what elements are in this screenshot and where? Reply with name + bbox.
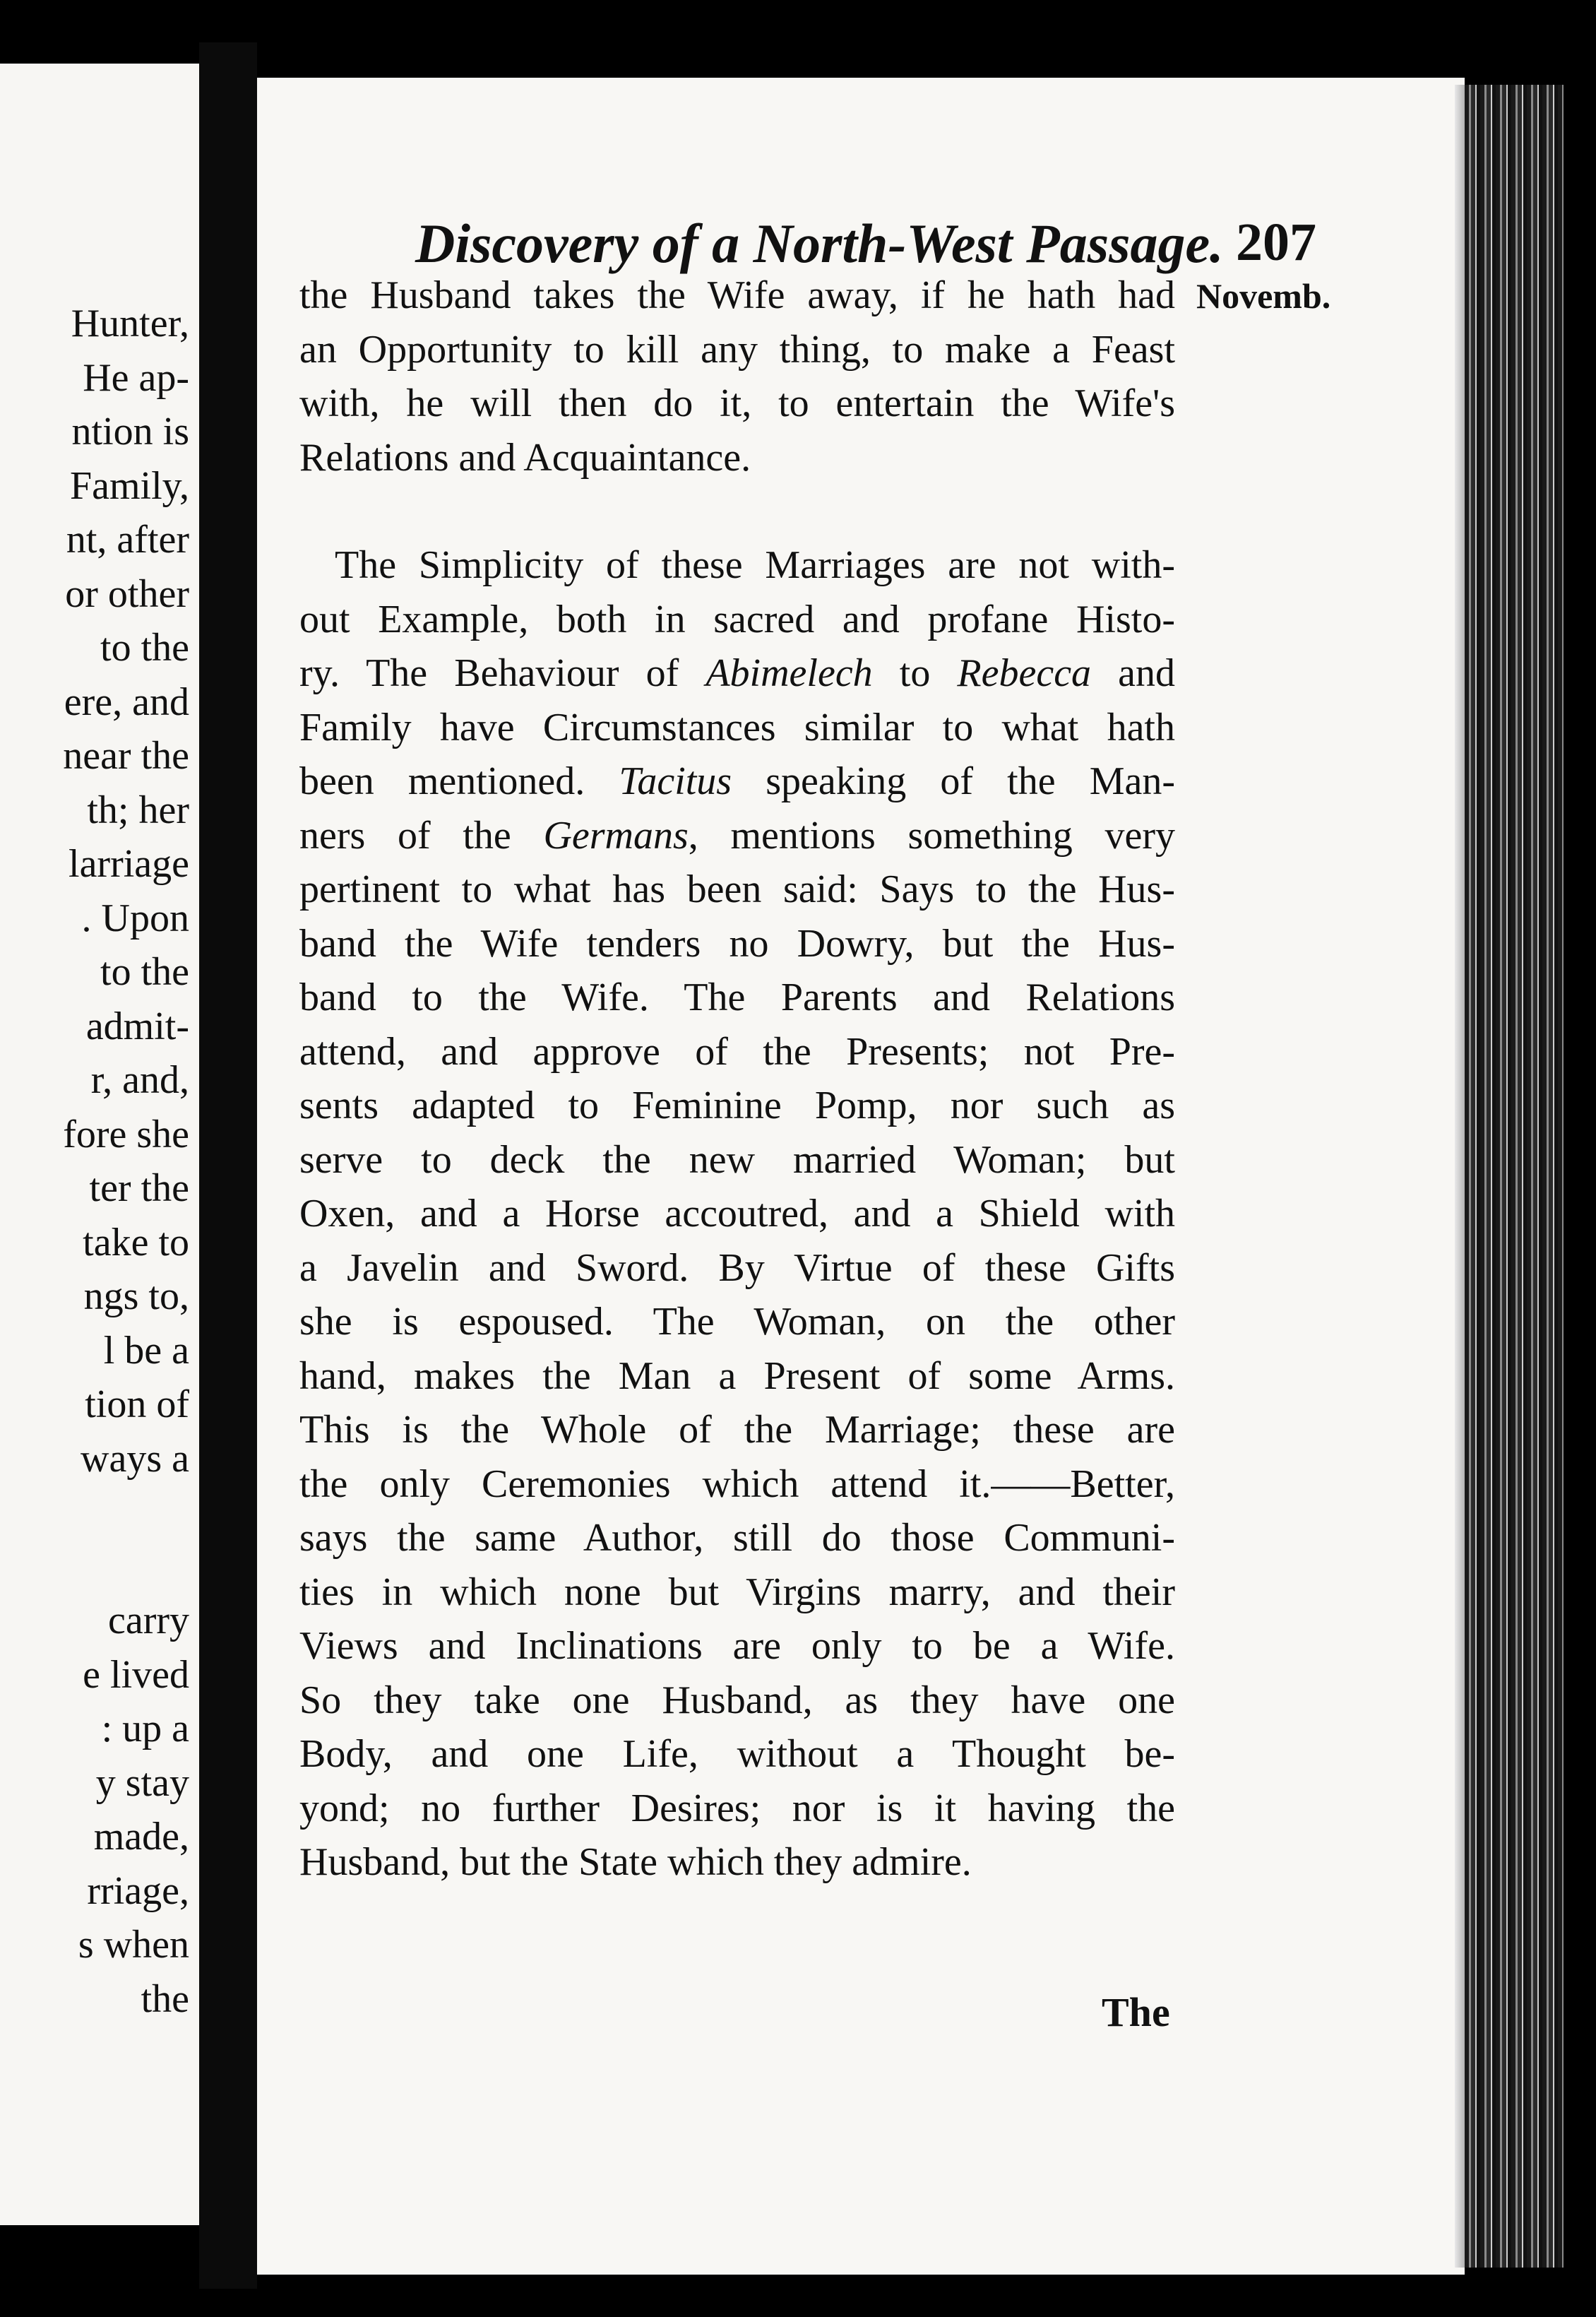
text-line: This is the Whole of the Marriage; these are [299,1408,1175,1452]
left-page-fragment: rriage, [87,1868,189,1913]
left-page-fragment: ngs to, [83,1274,189,1318]
text-line: The Simplicity of these Marriages are not with- [335,543,1175,587]
left-page-fragment: ways a [81,1436,189,1481]
text-line: serve to deck the new married Woman; but [299,1137,1175,1182]
text-line: pertinent to what has been said: Says to the Hus- [299,867,1175,911]
left-page-fragment: carry [107,1599,189,1642]
text-line: says the same Author, still do those Communi- [299,1516,1175,1560]
left-page-fragment: ntion is [71,410,189,454]
left-page-fragment: r, and, [90,1058,189,1102]
page-header [257,212,1465,275]
left-page-fragment: larriage [69,842,189,886]
left-page-fragment: ter the [89,1166,189,1210]
body-text [299,268,1175,1890]
text-line: been mentioned. Tacitus speaking of the Man- [299,759,1175,803]
left-page-fragment: ere, and [64,680,189,724]
text-line: out Example, both in sacred and profane Histo- [299,597,1175,641]
left-page-fragment: e lived [83,1652,189,1697]
text-line: band to the Wife. The Parents and Relations [299,976,1175,1019]
running-head: Discovery of a North-West Passage. [415,213,1224,274]
text-line: sents adapted to Feminine Pomp, nor such as [299,1084,1175,1127]
text-line: Husband, but the State which they admire. [299,1840,972,1884]
text-line: attend, and approve of the Presents; not Pre- [299,1029,1175,1074]
text-line: Relations and Acquaintance. [299,435,751,480]
left-page-fragment: s when [78,1923,189,1967]
text-line: the Husband takes the Wife away, if he hath had [299,273,1175,317]
left-page-fragment: or other [65,571,189,616]
right-page [257,78,1465,2275]
paragraph [299,538,1175,1890]
left-page-fragment: Hunter, [71,302,189,345]
text-line: a Javelin and Sword. By Virtue of these Gifts [299,1245,1175,1290]
text-line: ties in which none but Virgins marry, and their [299,1570,1175,1614]
page-number: 207 [1236,213,1316,272]
left-page-fragment: to the [100,950,189,994]
text-line: the only Ceremonies which attend it.——Better, [299,1462,1175,1506]
text-line: So they take one Husband, as they have one [299,1678,1175,1722]
left-page-fragment: near the [63,734,189,778]
left-page-fragment: take to [83,1220,189,1264]
text-line: Views and Inclinations are only to be a Wife. [299,1624,1175,1668]
left-page-fragment: y stay [95,1760,189,1805]
text-line: she is espoused. The Woman, on the other [299,1300,1175,1344]
left-page-fragment: to the [100,626,189,670]
text-line: Body, and one Life, without a Thought be- [299,1732,1175,1776]
paragraph [299,268,1175,485]
left-page-fragment: . Upon [81,896,189,940]
text-line: an Opportunity to kill any thing, to make a Feast [299,327,1175,372]
left-page-fragment: : up a [101,1707,189,1750]
paragraph-gap [299,485,1175,538]
text-line: yond; no further Desires; nor is it having the [299,1786,1175,1830]
left-page-fragment: nt, after [66,518,189,562]
text-line: Family have Circumstances similar to what hath [299,705,1175,749]
left-page-fragment: He ap- [83,355,189,400]
text-line: ners of the Germans, mentions something very [299,813,1175,858]
book-gutter [199,42,257,2289]
left-page-fragment: admit- [85,1004,189,1048]
left-page-fragment: the [141,1977,189,2021]
text-line: with, he will then do it, to entertain the Wife's [299,381,1175,425]
fore-edge [1465,85,1564,2268]
left-page-fragment: tion of [85,1382,189,1426]
left-page-fragment: fore she [63,1112,189,1156]
left-page [0,64,199,2225]
left-page-fragment: th; her [87,788,189,832]
text-line: Oxen, and a Horse accoutred, and a Shield with [299,1192,1175,1235]
text-line: ry. The Behaviour of Abimelech to Rebecca and [299,651,1176,695]
text-line: band the Wife tenders no Dowry, but the Hus- [299,921,1175,966]
margin-note: Novemb. [1196,276,1331,316]
left-page-fragment: Family, [69,463,189,508]
left-page-fragment: made, [93,1815,189,1859]
text-line: hand, makes the Man a Present of some Arms. [299,1353,1175,1398]
catchword: The [1102,1989,1170,2035]
left-page-fragment: l be a [103,1328,189,1373]
